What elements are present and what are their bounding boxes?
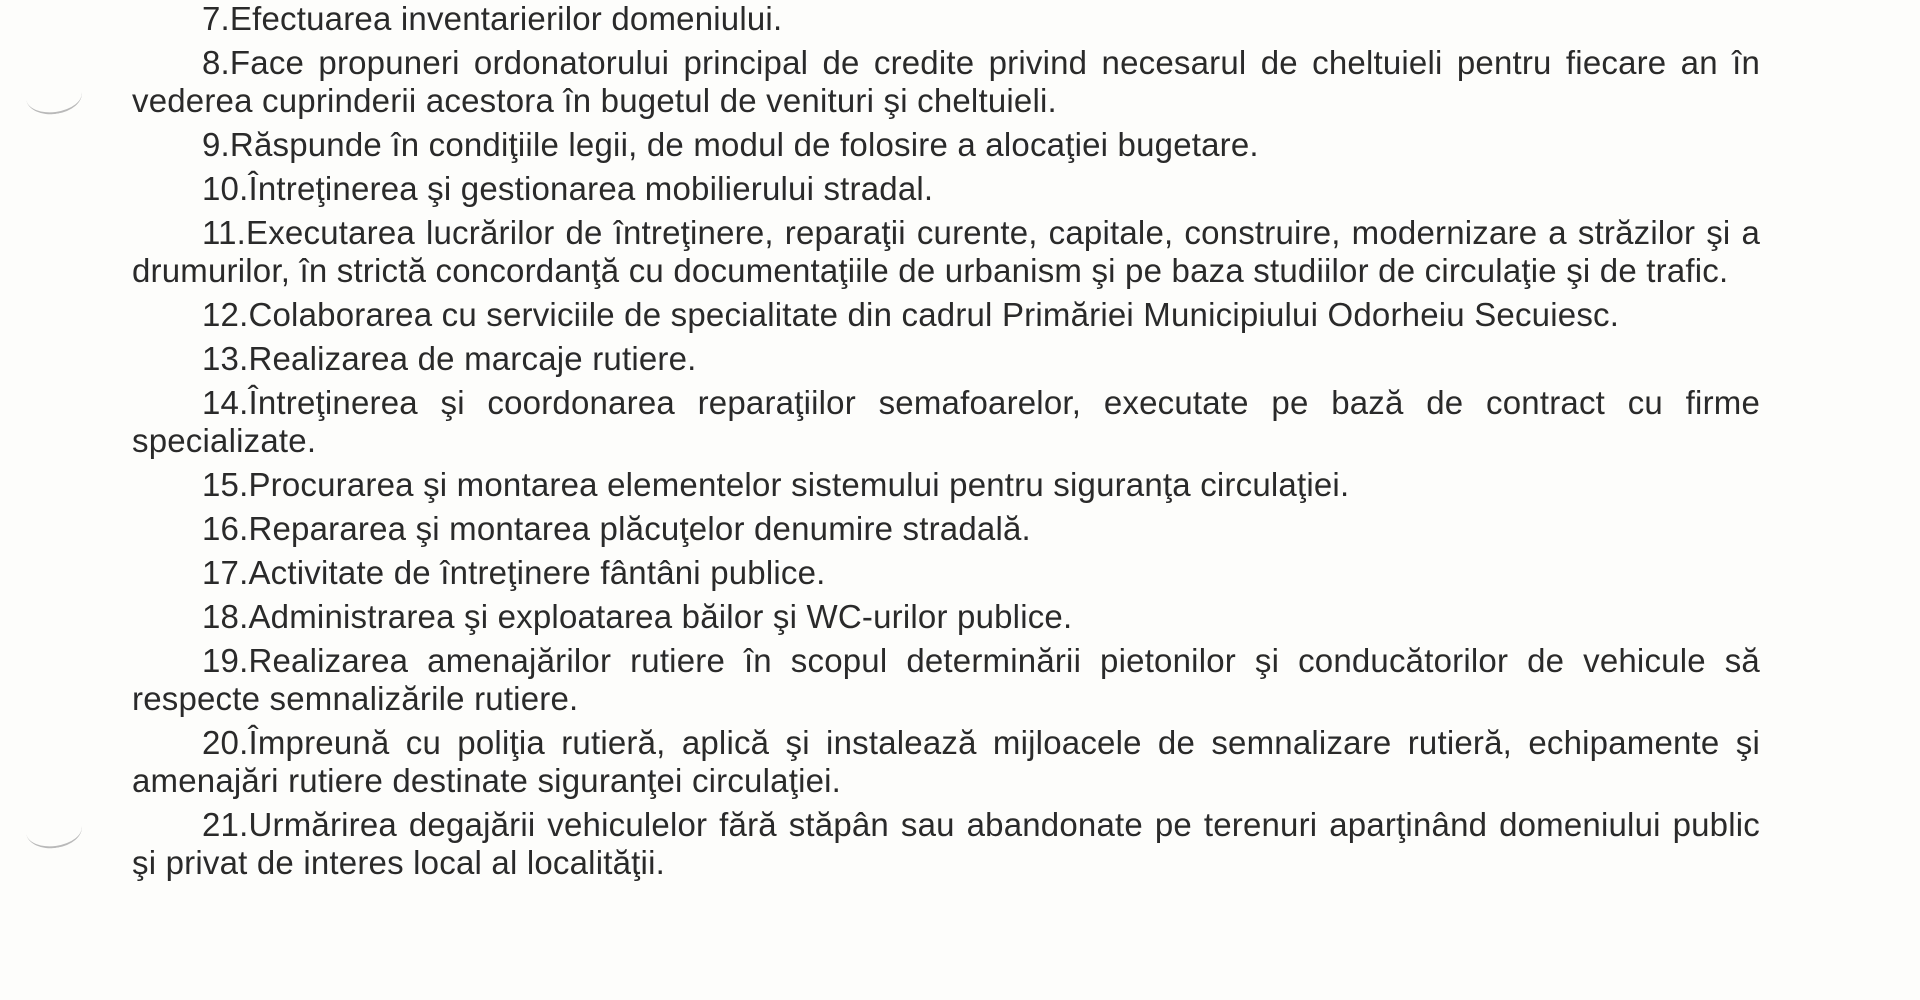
list-item: 19.Realizarea amenajărilor rutiere în scopul determinării pietonilor şi conducătorilor de vehicule să respecte semnalizările rutiere. [132,642,1760,717]
punch-hole-mark-bottom [24,808,84,851]
list-item: 15.Procurarea şi montarea elementelor sistemului pentru siguranţa circulaţiei. [202,466,1350,503]
document-text [132,0,1760,881]
list-item: 20.Împreună cu poliţia rutieră, aplică şi instalează mijloacele de semnalizare rutieră, echipamente şi amenajări rutiere destinate siguranţei circulaţiei. [132,724,1760,799]
punch-hole-mark-top [24,74,84,117]
list-item: 13.Realizarea de marcaje rutiere. [202,340,697,377]
list-item: 10.Întreţinerea şi gestionarea mobilierului stradal. [202,170,934,207]
list-item: 21.Urmărirea degajării vehiculelor fără stăpân sau abandonate pe terenuri aparţinând domeniului public şi privat de interes local al localităţii. [132,806,1760,881]
list-item: 18.Administrarea şi exploatarea băilor şi WC-urilor publice. [202,598,1073,635]
list-item: 12.Colaborarea cu serviciile de specialitate din cadrul Primăriei Municipiului Odorheiu Secuiesc. [202,296,1620,333]
list-item: 8.Face propuneri ordonatorului principal de credite privind necesarul de cheltuieli pentru fiecare an în vederea cuprinderii acestora în bugetul de venituri şi cheltuieli. [132,44,1760,119]
list-item: 9.Răspunde în condiţiile legii, de modul de folosire a alocaţiei bugetare. [202,126,1259,163]
list-item: 7.Efectuarea inventarierilor domeniului. [202,0,783,37]
list-item: 17.Activitate de întreţinere fântâni publice. [202,554,826,591]
list-item: 14.Întreţinerea şi coordonarea reparaţiilor semafoarelor, executate pe bază de contract cu firme specializate. [132,384,1760,459]
list-item: 11.Executarea lucrărilor de întreţinere, reparaţii curente, capitale, construire, modernizare a străzilor şi a drumurilor, în strictă concordanţă cu documentaţiile de urbanism şi pe baza studiilor de circulaţie şi de trafic. [132,214,1760,289]
list-item: 16.Repararea şi montarea plăcuţelor denumire stradală. [202,510,1031,547]
